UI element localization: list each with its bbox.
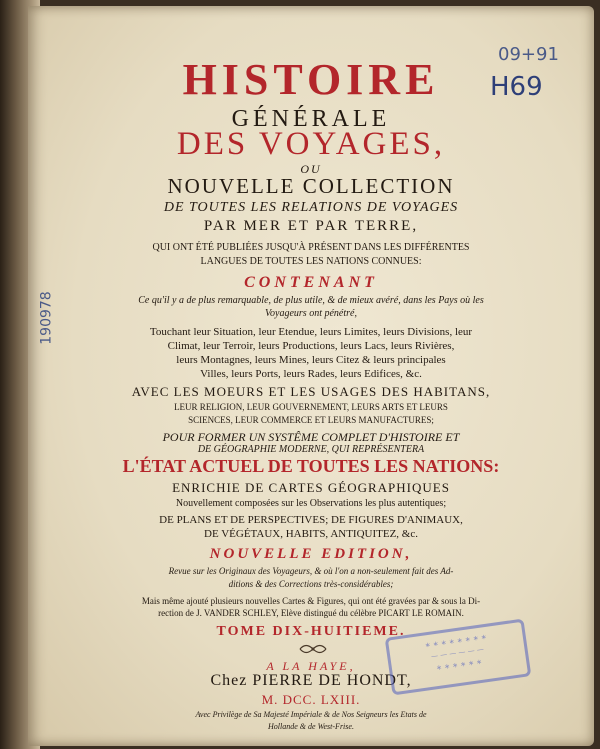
text-la-haye: A LA HAYE,	[266, 659, 356, 673]
title-generale: GÉNÉRALE	[231, 106, 391, 132]
text-plans: DE PLANS ET DE PERSPECTIVES; DE FIGURES D'ANIMAUX,	[159, 514, 463, 526]
text-geographie: DE GÉOGRAPHIE MODERNE, QUI REPRÉSENTERA	[197, 444, 425, 455]
heading-contenant: CONTENANT	[244, 274, 378, 291]
text-sciences: SCIENCES, LEUR COMMERCE ET LEURS MANUFACTURES;	[188, 415, 434, 425]
text-villes: Villes, leurs Ports, leurs Rades, leurs Edifices, &c.	[200, 368, 422, 380]
text-hollande: Hollande & de West-Frise.	[268, 722, 354, 731]
title-ou: OU	[300, 162, 322, 176]
text-religion: LEUR RELIGION, LEUR GOUVERNEMENT, LEURS ARTS ET LEURS	[174, 402, 448, 412]
text-systeme: POUR FORMER UN SYSTÊME COMPLET D'HISTOIRE ET	[162, 430, 460, 444]
text-publisher: Chez PIERRE DE HONDT,	[210, 672, 412, 689]
text-publiees: QUI ONT ÉTÉ PUBLIÉES JUSQU'À PRÉSENT DANS LES DIFFÉRENTES	[152, 242, 470, 253]
text-langues: LANGUES DE TOUTES LES NATIONS CONNUES:	[200, 256, 422, 267]
text-moeurs: AVEC LES MOEURS ET LES USAGES DES HABITANS,	[131, 384, 491, 399]
text-montagnes: leurs Montagnes, leurs Mines, leurs Citez & leurs principales	[176, 354, 446, 366]
title-des-voyages: DES VOYAGES,	[176, 126, 446, 162]
text-remarquable: Ce qu'il y a de plus remarquable, de plus utile, & de mieux avéré, dans les Pays où les	[138, 295, 484, 306]
text-mais-meme: Mais même ajouté plusieurs nouvelles Cartes & Figures, qui ont été gravées par & sous la Di-	[141, 596, 481, 606]
heading-nouvelle-edition: NOUVELLE EDITION,	[209, 546, 413, 562]
heading-tome: TOME DIX-HUITIEME.	[216, 624, 406, 639]
subtitle-nouvelle-collection: NOUVELLE COLLECTION	[167, 174, 455, 198]
text-penetre: Voyageurs ont pénétré,	[265, 308, 357, 319]
subtitle-relations: DE TOUTES LES RELATIONS DE VOYAGES	[163, 200, 459, 215]
handwritten-shelfmark-2: H69	[490, 72, 543, 102]
ornament-icon	[298, 642, 328, 656]
text-observations: Nouvellement composées sur les Observations les plus autentiques;	[175, 498, 447, 509]
title-page	[28, 6, 594, 746]
text-ditions: ditions & des Corrections très-considérables;	[228, 579, 394, 589]
text-rection: rection de J. VANDER SCHLEY, Elève distingué du célèbre PICART LE ROMAIN.	[158, 608, 464, 618]
text-year: M. DCC. LXIII.	[261, 692, 361, 707]
title-histoire: HISTOIRE	[182, 55, 440, 104]
handwritten-margin-number: 190978	[38, 291, 55, 345]
library-stamp: ∗ ∗ ∗ ∗ ∗ ∗ ∗ ∗ — — — — — — ∗ ∗ ∗ ∗ ∗ ∗	[385, 619, 532, 696]
heading-etat-actuel: L'ÉTAT ACTUEL DE TOUTES LES NATIONS:	[122, 456, 500, 476]
text-situation: Touchant leur Situation, leur Etendue, leurs Limites, leurs Divisions, leur	[149, 326, 473, 338]
text-privilege: Avec Privilège de Sa Majesté Impériale & de Nos Seigneurs les Etats de	[195, 710, 427, 719]
text-cartes: ENRICHIE DE CARTES GÉOGRAPHIQUES	[172, 480, 450, 495]
text-climat: Climat, leur Terroir, leurs Productions, leurs Lacs, leurs Rivières,	[167, 340, 455, 352]
handwritten-shelfmark-1: 09+91	[498, 44, 559, 65]
subtitle-mer-terre: PAR MER ET PAR TERRE,	[203, 218, 419, 234]
text-vegetaux: DE VÉGÉTAUX, HABITS, ANTIQUITEZ, &c.	[204, 528, 418, 540]
text-revue: Revue sur les Originaux des Voyageurs, & où l'on a non-seulement fait des Ad-	[168, 566, 454, 576]
